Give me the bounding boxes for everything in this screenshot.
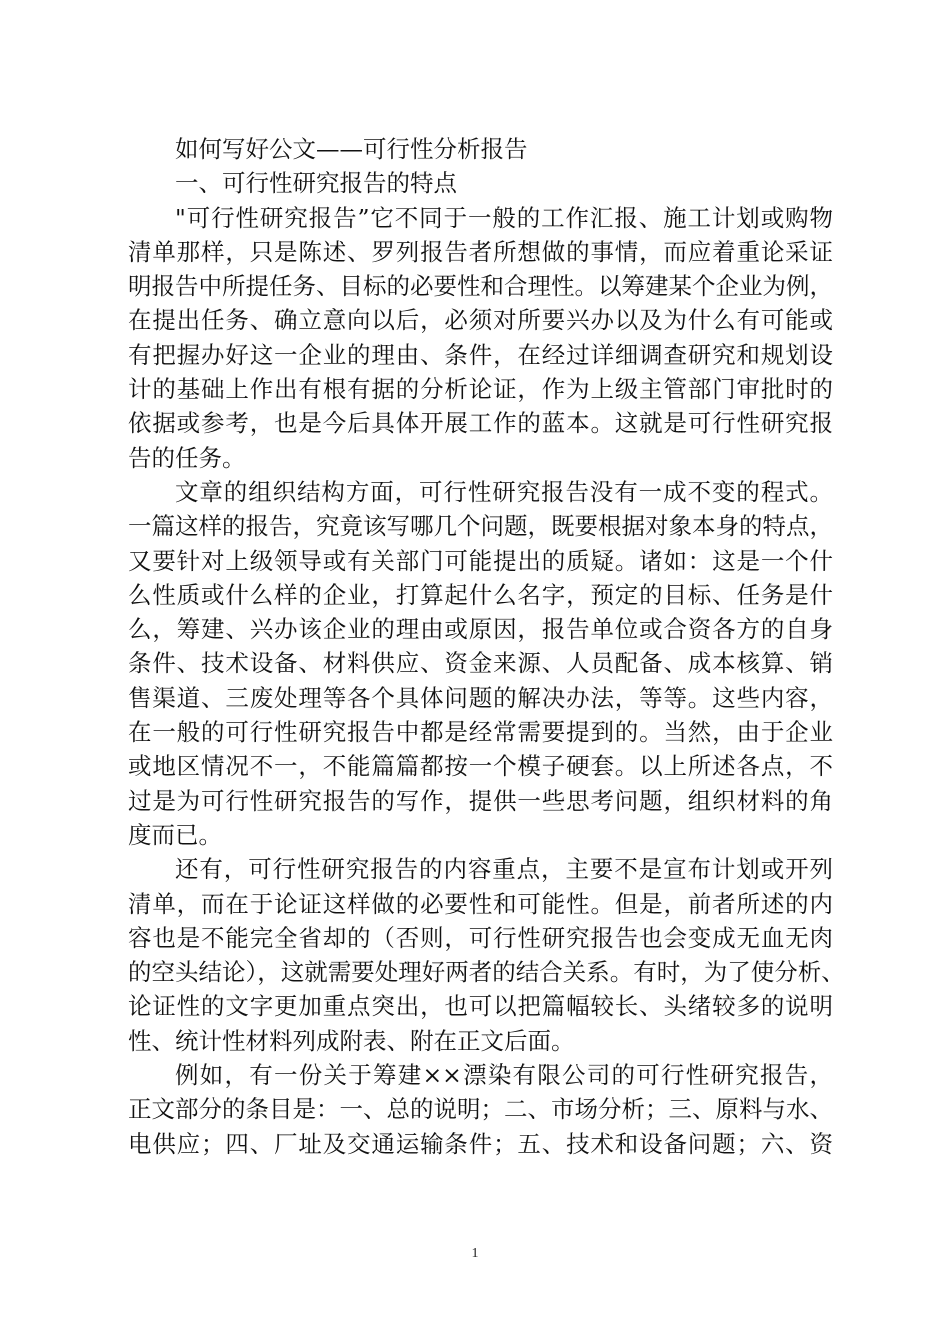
paragraph-2 (128, 475, 833, 852)
document-body (128, 132, 845, 1161)
paragraph-line: 售渠道、三废处理等各个具体问题的解决办法，等等。这些内容， (128, 683, 833, 712)
paragraph-line: 论证性的文字更加重点突出，也可以把篇幅较长、头绪较多的说明 (128, 992, 833, 1021)
paragraph-line: 计的基础上作出有根有据的分析论证，作为上级主管部门审批时的 (128, 375, 833, 404)
section-heading: 一、可行性研究报告的特点 (175, 169, 457, 198)
paragraph-line: 清单那样，只是陈述、罗列报告者所想做的事情，而应着重论采证 (128, 237, 833, 266)
paragraph-line: 在一般的可行性研究报告中都是经常需要提到的。当然，由于企业 (128, 718, 833, 747)
page-number: 1 (471, 1246, 479, 1261)
paragraph-line: 文章的组织结构方面，可行性研究报告没有一成不变的程式。 (175, 477, 833, 506)
paragraph-line: 或地区情况不一，不能篇篇都按一个模子硬套。以上所述各点，不 (128, 752, 833, 781)
paragraph-line: 明报告中所提任务、目标的必要性和合理性。以筹建某个企业为例， (128, 272, 833, 301)
paragraph-line: 过是为可行性研究报告的写作，提供一些思考问题，组织材料的角 (128, 786, 833, 815)
paragraph-line: 有把握办好这一企业的理由、条件，在经过详细调查研究和规划设 (128, 340, 833, 369)
paragraph-line: 么，筹建、兴办该企业的理由或原因，报告单位或合资各方的自身 (128, 615, 833, 644)
paragraph-line: 么性质或什么样的企业，打算起什么名字，预定的目标、任务是什 (128, 580, 833, 609)
paragraph-line: "可行性研究报告”它不同于一般的工作汇报、施工计划或购物 (175, 203, 833, 232)
paragraph-line: 又要针对上级领导或有关部门可能提出的质疑。诸如：这是一个什 (128, 546, 833, 575)
paragraph-1 (128, 201, 833, 475)
paragraph-line: 正文部分的条目是：一、总的说明；二、市场分析；三、原料与水、 (128, 1095, 833, 1124)
paragraph-line: 的空头结论），这就需要处理好两者的结合关系。有时，为了使分析、 (128, 958, 845, 987)
paragraph-line: 条件、技术设备、材料供应、资金来源、人员配备、成本核算、销 (128, 649, 833, 678)
paragraph-line: 性、统计性材料列成附表、附在正文后面。 (128, 1026, 575, 1055)
paragraph-line: 依据或参考，也是今后具体开展工作的蓝本。这就是可行性研究报 (128, 409, 833, 438)
paragraph-line: 在提出任务、确立意向以后，必须对所要兴办以及为什么有可能或 (128, 306, 833, 335)
paragraph-line: 电供应；四、厂址及交通运输条件；五、技术和设备问题；六、资 (128, 1129, 833, 1158)
paragraph-line: 清单，而在于论证这样做的必要性和可能性。但是，前者所述的内 (128, 889, 833, 918)
document-title: 如何写好公文——可行性分析报告 (175, 135, 528, 163)
paragraph-line: 容也是不能完全省却的（否则，可行性研究报告也会变成无血无肉 (128, 923, 833, 952)
paragraph-line: 度而已。 (128, 820, 222, 849)
paragraph-line: 告的任务。 (128, 443, 246, 472)
paragraph-line: 例如，有一份关于筹建××漂染有限公司的可行性研究报告， (175, 1061, 833, 1090)
paragraph-4 (128, 1058, 833, 1161)
paragraph-line: 一篇这样的报告，究竟该写哪几个问题，既要根据对象本身的特点， (128, 512, 833, 541)
paragraph-3 (128, 852, 845, 1058)
paragraph-line: 还有，可行性研究报告的内容重点，主要不是宣布计划或开列 (175, 855, 833, 884)
